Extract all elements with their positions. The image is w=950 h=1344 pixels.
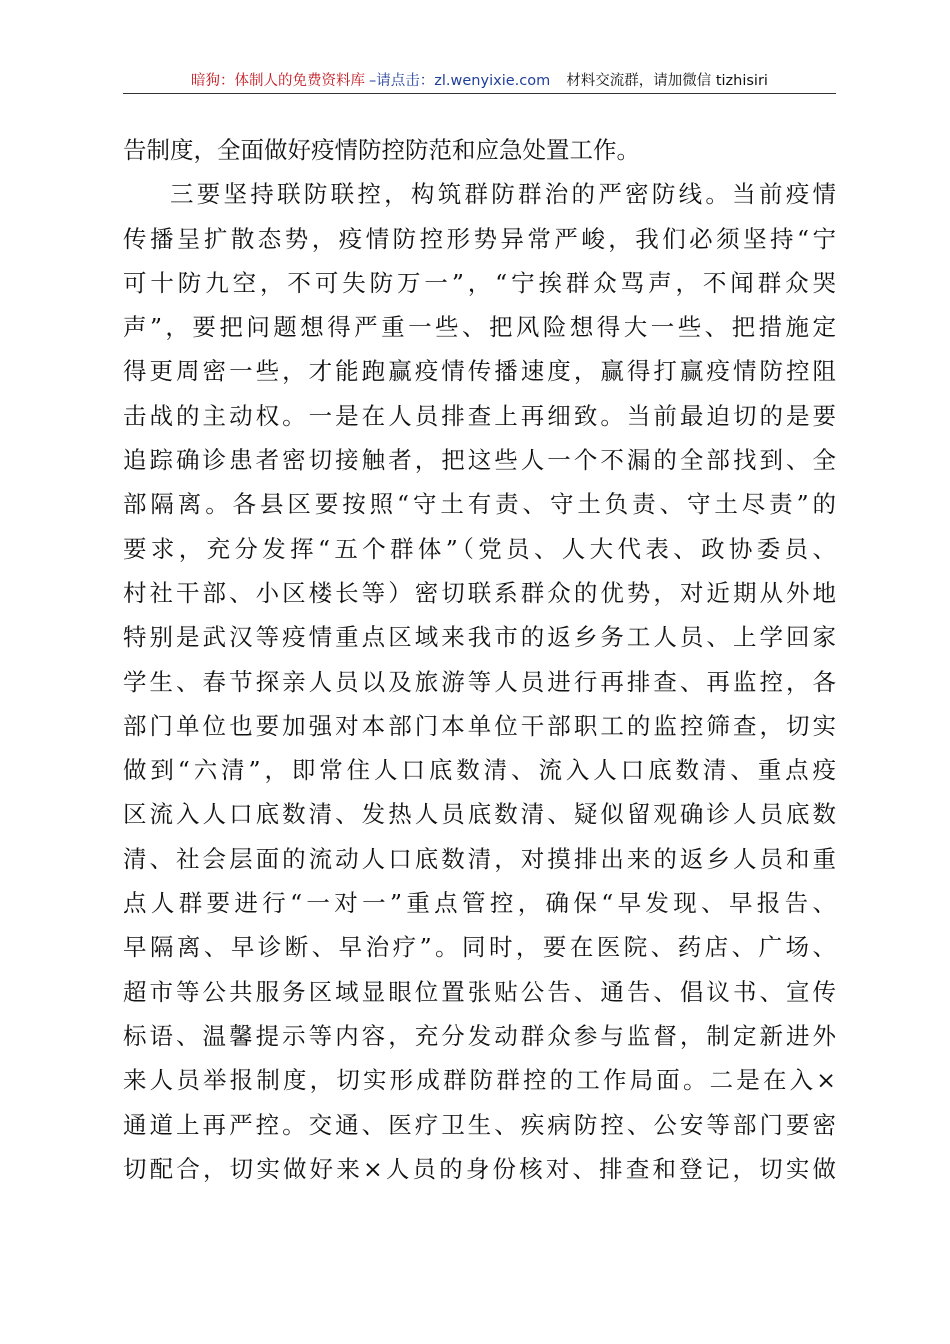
text-line: 点人群要进行“一对一”重点管控，确保“早发现、早报告、 bbox=[123, 889, 836, 918]
text-line: 超市等公共服务区域显眼位置张贴公告、通告、倡议书、宣传 bbox=[123, 977, 836, 1006]
text-line: 传播呈扩散态势，疫情防控形势异常严峻，我们必须坚持“宁 bbox=[123, 224, 836, 253]
text-line: 击战的主动权。一是在人员排查上再细致。当前最迫切的是要 bbox=[123, 401, 836, 430]
text-line: 区流入人口底数清、发热人员底数清、疑似留观确诊人员底数 bbox=[123, 800, 836, 829]
text-line: 切配合，切实做好来×人员的身份核对、排查和登记，切实做 bbox=[123, 1154, 836, 1183]
text-line: 学生、春节探亲人员以及旅游等人员进行再排查、再监控，各 bbox=[123, 667, 836, 696]
text-line: 追踪确诊患者密切接触者，把这些人一个不漏的全部找到、全 bbox=[123, 446, 836, 475]
text-line: 标语、温馨提示等内容，充分发动群众参与监督，制定新进外 bbox=[123, 1021, 836, 1050]
text-line: 要求，充分发挥“五个群体”（党员、人大代表、政协委员、 bbox=[123, 534, 836, 563]
text-line: 三要坚持联防联控，构筑群防群治的严密防线。当前疫情 bbox=[170, 180, 836, 209]
text-line: 部隔离。各县区要按照“守土有责、守土负责、守土尽责”的 bbox=[123, 490, 836, 519]
text-line: 可十防九空，不可失防万一”，“宁挨群众骂声，不闻群众哭 bbox=[123, 268, 836, 297]
text-line: 声”，要把问题想得严重一些、把风险想得大一些、把措施定 bbox=[123, 313, 836, 342]
text-line: 村社干部、小区楼长等）密切联系群众的优势，对近期从外地 bbox=[123, 578, 836, 607]
text-line: 通道上再严控。交通、医疗卫生、疾病防控、公安等部门要密 bbox=[123, 1110, 836, 1139]
header-source-label: 暗狗：体制人的免费资料库 bbox=[191, 72, 366, 89]
text-line: 部门单位也要加强对本部门本单位干部职工的监控筛查，切实 bbox=[123, 711, 836, 740]
text-line: 做到“六清”，即常住人口底数清、流入人口底数清、重点疫 bbox=[123, 756, 836, 785]
text-line: 早隔离、早诊断、早治疗”。同时，要在医院、药店、广场、 bbox=[123, 933, 836, 962]
document-body bbox=[123, 128, 836, 1191]
header-divider bbox=[123, 93, 836, 94]
text-line: 特别是武汉等疫情重点区域来我市的返乡务工人员、上学回家 bbox=[123, 623, 836, 652]
header-contact-text: 材料交流群，请加微信 tizhisiri bbox=[566, 72, 768, 89]
text-line: 告制度，全面做好疫情防控防范和应急处置工作。 bbox=[123, 136, 640, 164]
page-header bbox=[123, 66, 836, 92]
header-link[interactable]: –请点击：zl.wenyixie.com bbox=[369, 72, 551, 89]
text-line: 来人员举报制度，切实形成群防群控的工作局面。二是在入× bbox=[123, 1066, 836, 1095]
text-line: 得更周密一些，才能跑赢疫情传播速度，赢得打赢疫情防控阻 bbox=[123, 357, 836, 386]
text-line: 清、社会层面的流动人口底数清，对摸排出来的返乡人员和重 bbox=[123, 844, 836, 873]
